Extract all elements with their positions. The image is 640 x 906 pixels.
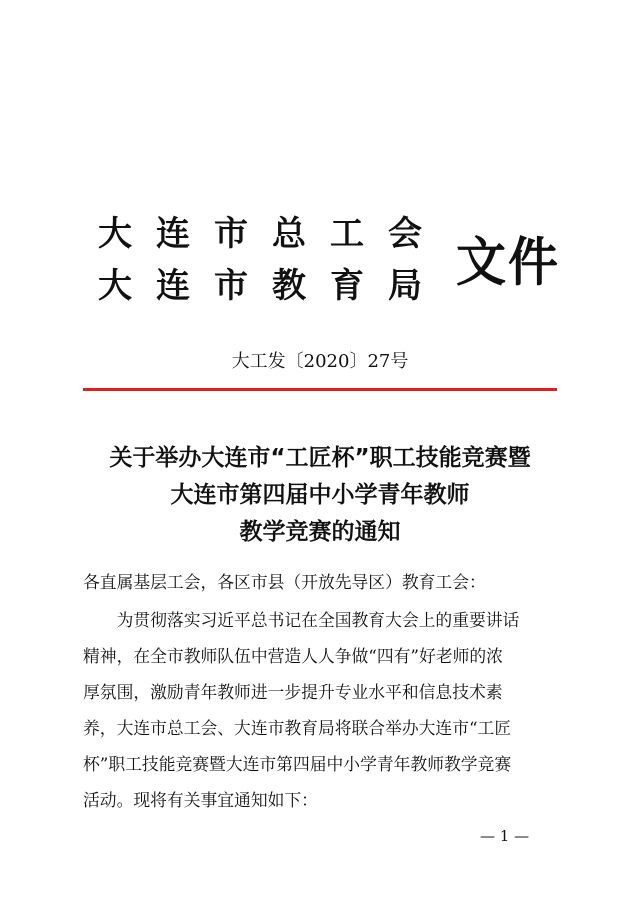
body-line-2: 精神，在全市教师队伍中营造人人争做“四有”好老师的浓 (83, 646, 503, 666)
issuer-name-1: 大连市总工会 (98, 214, 446, 254)
body-line-4: 养，大连市总工会、大连市教育局将联合举办大连市“工匠 (83, 718, 512, 738)
document-title-line-3: 教学竞赛的通知 (239, 519, 401, 545)
red-divider-line (83, 388, 557, 391)
body-line-5: 杯”职工技能竞赛暨大连市第四届中小学青年教师教学竞赛 (83, 754, 512, 774)
document-title-line-1: 关于举办大连市“工匠杯”职工技能竞赛暨 (109, 445, 531, 471)
document-label: 文件 (456, 231, 560, 293)
page-number: — 1 — (480, 827, 530, 845)
body-line-3: 厚氛围，激励青年教师进一步提升专业水平和信息技术素 (83, 682, 503, 702)
document-header (0, 208, 640, 308)
document-title-line-2: 大连市第四届中小学青年教师 (170, 482, 470, 508)
document-number: 大工发〔2020〕27号 (231, 351, 409, 372)
body-line-1: 为贯彻落实习近平总书记在全国教育大会上的重要讲话 (83, 610, 520, 630)
salutation: 各直属基层工会，各区市县（开放先导区）教育工会： (83, 572, 486, 592)
issuer-name-2: 大连市教育局 (98, 266, 446, 306)
body-line-6: 活动。现将有关事宜通知如下： (83, 790, 318, 810)
